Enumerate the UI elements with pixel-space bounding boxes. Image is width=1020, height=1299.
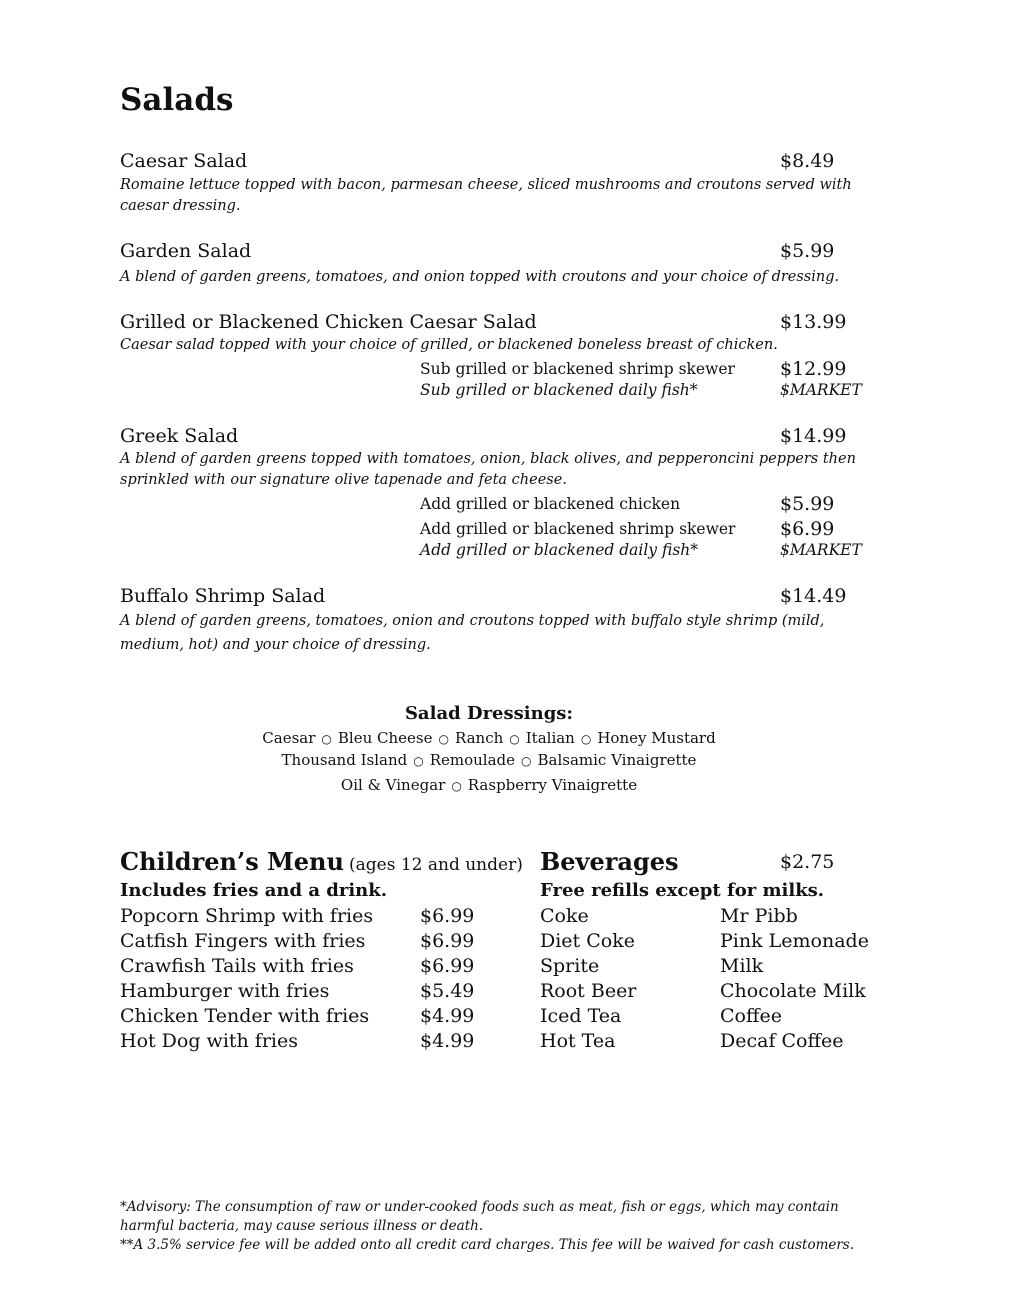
circle-separator-icon: ○: [509, 732, 520, 746]
menu-item-price: $5.99: [780, 240, 835, 262]
childrens-menu-header: [120, 847, 523, 876]
menu-page: [120, 0, 900, 1299]
menu-item-name: Buffalo Shrimp Salad: [120, 585, 326, 607]
beverages-title: Beverages: [540, 847, 679, 876]
sub-option-price: $MARKET: [780, 381, 862, 399]
menu-item-name: Caesar Salad: [120, 150, 248, 172]
kids-item-price: $5.49: [420, 980, 475, 1002]
sub-option-price: $5.99: [780, 493, 835, 515]
childrens-menu-subtitle: (ages 12 and under): [348, 855, 523, 875]
dressing-option: Remoulade: [429, 751, 515, 769]
dressing-option: Caesar: [262, 729, 316, 747]
menu-item-price: $8.49: [780, 150, 835, 172]
beverage-item: Iced Tea: [540, 1005, 622, 1027]
sub-option-name: Add grilled or blackened shrimp skewer: [420, 520, 736, 538]
kids-item-price: $6.99: [420, 930, 475, 952]
kids-item-name: Crawfish Tails with fries: [120, 955, 354, 977]
menu-item-name: Greek Salad: [120, 425, 239, 447]
kids-item-name: Hot Dog with fries: [120, 1030, 298, 1052]
dressings-line: [120, 751, 858, 769]
dressing-option: Italian: [525, 729, 575, 747]
sub-option-price: $12.99: [780, 358, 847, 380]
service-fee-note: **A 3.5% service fee will be added onto all credit card charges. This fee will be waived for cash customers.: [120, 1237, 855, 1253]
kids-item-price: $4.99: [420, 1005, 475, 1027]
dressing-option: Ranch: [454, 729, 504, 747]
beverage-item: Sprite: [540, 955, 600, 977]
dressing-option: Oil & Vinegar: [340, 776, 446, 794]
dressing-option: Raspberry Vinaigrette: [467, 776, 638, 794]
childrens-menu-note: Includes fries and a drink.: [120, 880, 388, 901]
beverage-item: Mr Pibb: [720, 905, 798, 927]
beverages-note: Free refills except for milks.: [540, 880, 825, 901]
kids-item-price: $4.99: [420, 1030, 475, 1052]
circle-separator-icon: ○: [580, 732, 592, 746]
beverage-item: Decaf Coffee: [720, 1030, 844, 1052]
kids-item-price: $6.99: [420, 955, 475, 977]
menu-item-price: $14.99: [780, 425, 847, 447]
menu-item-description: A blend of garden greens, tomatoes, onion and croutons topped with buffalo style shrimp (mild, medium, hot) and your choice of dressing.: [120, 613, 825, 653]
page-title: Salads: [120, 82, 234, 118]
kids-item-name: Chicken Tender with fries: [120, 1005, 370, 1027]
dressing-option: Thousand Island: [281, 751, 408, 769]
advisory-note: *Advisory: The consumption of raw or under-cooked foods such as meat, fish or eggs, which may contain harmful bacteria, may cause serious illness or death.: [120, 1199, 839, 1234]
kids-item-name: Popcorn Shrimp with fries: [120, 905, 374, 927]
beverage-item: Hot Tea: [540, 1030, 616, 1052]
beverage-item: Milk: [720, 955, 764, 977]
dressing-option: Balsamic Vinaigrette: [537, 751, 697, 769]
kids-item-name: Catfish Fingers with fries: [120, 930, 366, 952]
menu-item-name: Garden Salad: [120, 240, 252, 262]
kids-item-name: Hamburger with fries: [120, 980, 330, 1002]
circle-separator-icon: ○: [438, 732, 449, 746]
dressings-line: [120, 776, 858, 794]
circle-separator-icon: ○: [413, 754, 424, 768]
sub-option-price: $6.99: [780, 518, 835, 540]
dressing-option: Bleu Cheese: [337, 729, 433, 747]
dressing-option: Honey Mustard: [597, 729, 716, 747]
kids-item-price: $6.99: [420, 905, 475, 927]
sub-option-name: Sub grilled or blackened shrimp skewer: [420, 360, 735, 378]
sub-option-name: Sub grilled or blackened daily fish*: [420, 381, 698, 399]
beverage-item: Root Beer: [540, 980, 637, 1002]
beverage-item: Diet Coke: [540, 930, 635, 952]
dressings-title: Salad Dressings:: [404, 703, 574, 724]
menu-item-description: A blend of garden greens, tomatoes, and onion topped with croutons and your choice of dressing.: [120, 269, 840, 285]
circle-separator-icon: ○: [451, 779, 462, 793]
sub-option-name: Add grilled or blackened daily fish*: [420, 541, 699, 559]
beverage-item: Chocolate Milk: [720, 980, 866, 1002]
menu-item-description: Romaine lettuce topped with bacon, parmesan cheese, sliced mushrooms and croutons served with caesar dressing.: [120, 177, 852, 214]
sub-option-name: Add grilled or blackened chicken: [420, 495, 681, 513]
beverages-price: $2.75: [780, 851, 835, 873]
dressings-line: [120, 729, 858, 747]
circle-separator-icon: ○: [521, 754, 532, 768]
menu-item-price: $13.99: [780, 311, 847, 333]
childrens-menu-title: Children’s Menu: [120, 847, 344, 876]
beverage-item: Coke: [540, 905, 589, 927]
menu-item-description: Caesar salad topped with your choice of grilled, or blackened boneless breast of chicken.: [120, 337, 778, 353]
menu-item-description: A blend of garden greens topped with tomatoes, onion, black olives, and pepperoncini peppers then sprinkled with our signature olive tapenade and feta cheese.: [120, 451, 856, 488]
beverage-item: Coffee: [720, 1005, 782, 1027]
circle-separator-icon: ○: [321, 732, 332, 746]
menu-item-price: $14.49: [780, 585, 847, 607]
beverage-item: Pink Lemonade: [720, 930, 869, 952]
sub-option-price: $MARKET: [780, 541, 862, 559]
menu-item-name: Grilled or Blackened Chicken Caesar Salad: [120, 311, 537, 333]
